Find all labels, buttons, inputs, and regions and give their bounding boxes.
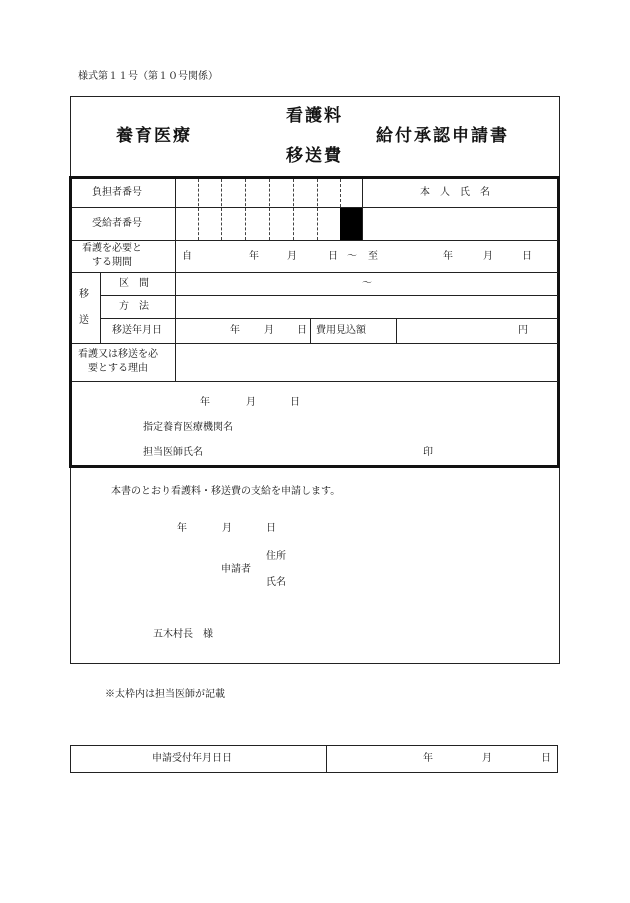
from-day: 日 [328,251,338,262]
yen-label: 円 [518,325,528,336]
transfer-label-1: 移 [79,289,89,300]
period-wave: ～ [347,251,357,262]
name-label: 氏名 [266,577,286,588]
cost-estimate-label: 費用見込額 [316,325,366,336]
transfer-year: 年 [230,325,240,336]
to-month: 月 [483,251,493,262]
reason-label-2: 要とする理由 [88,363,148,374]
to-day: 日 [522,251,532,262]
recipient-number-label: 受給者番号 [92,218,142,229]
app-day: 日 [266,523,276,534]
receipt-month: 月 [482,753,492,764]
addressee: 五木村長 様 [153,629,213,640]
institution-label: 指定養育医療機関名 [143,422,233,433]
reason-label-1: 看護又は移送を必 [78,349,158,360]
title-right: 給付承認申請書 [376,126,509,146]
title-bottom: 移送費 [286,146,343,166]
transfer-date-label: 移送年月日 [112,325,162,336]
cert-year: 年 [200,397,210,408]
cert-month: 月 [246,397,256,408]
note: ※太枠内は担当医師が記載 [105,689,225,700]
app-year: 年 [177,523,187,534]
method-label: 方 法 [119,301,149,312]
applicant-label: 申請者 [221,564,251,575]
person-name-label: 本 人 氏 名 [420,187,490,198]
to-year: 年 [443,251,453,262]
blacked-out-digit [340,208,362,240]
transfer-label-2: 送 [79,315,89,326]
form-number: 様式第１１号（第１０号関係） [78,71,218,82]
transfer-month: 月 [264,325,274,336]
section-wave: ～ [362,278,372,289]
burden-number-label: 負担者番号 [92,187,142,198]
address-label: 住所 [266,551,286,562]
section-label: 区 間 [119,278,149,289]
to-label: 至 [368,251,378,262]
receipt-label: 申請受付年月日日 [152,753,232,764]
transfer-day: 日 [297,325,307,336]
application-statement: 本書のとおり看護料・移送費の支給を申請します。 [111,486,341,497]
from-month: 月 [287,251,297,262]
seal-label: 印 [423,447,433,458]
receipt-year: 年 [423,753,433,764]
title-top: 看護料 [286,106,343,126]
app-month: 月 [222,523,232,534]
nursing-period-label-1: 看護を必要と [82,243,142,254]
receipt-day: 日 [541,753,551,764]
from-label: 自 [182,251,192,262]
cert-day: 日 [290,397,300,408]
doctor-label: 担当医師氏名 [143,447,203,458]
nursing-period-label-2: する期間 [92,257,132,268]
title-left: 養育医療 [116,126,192,146]
from-year: 年 [249,251,259,262]
